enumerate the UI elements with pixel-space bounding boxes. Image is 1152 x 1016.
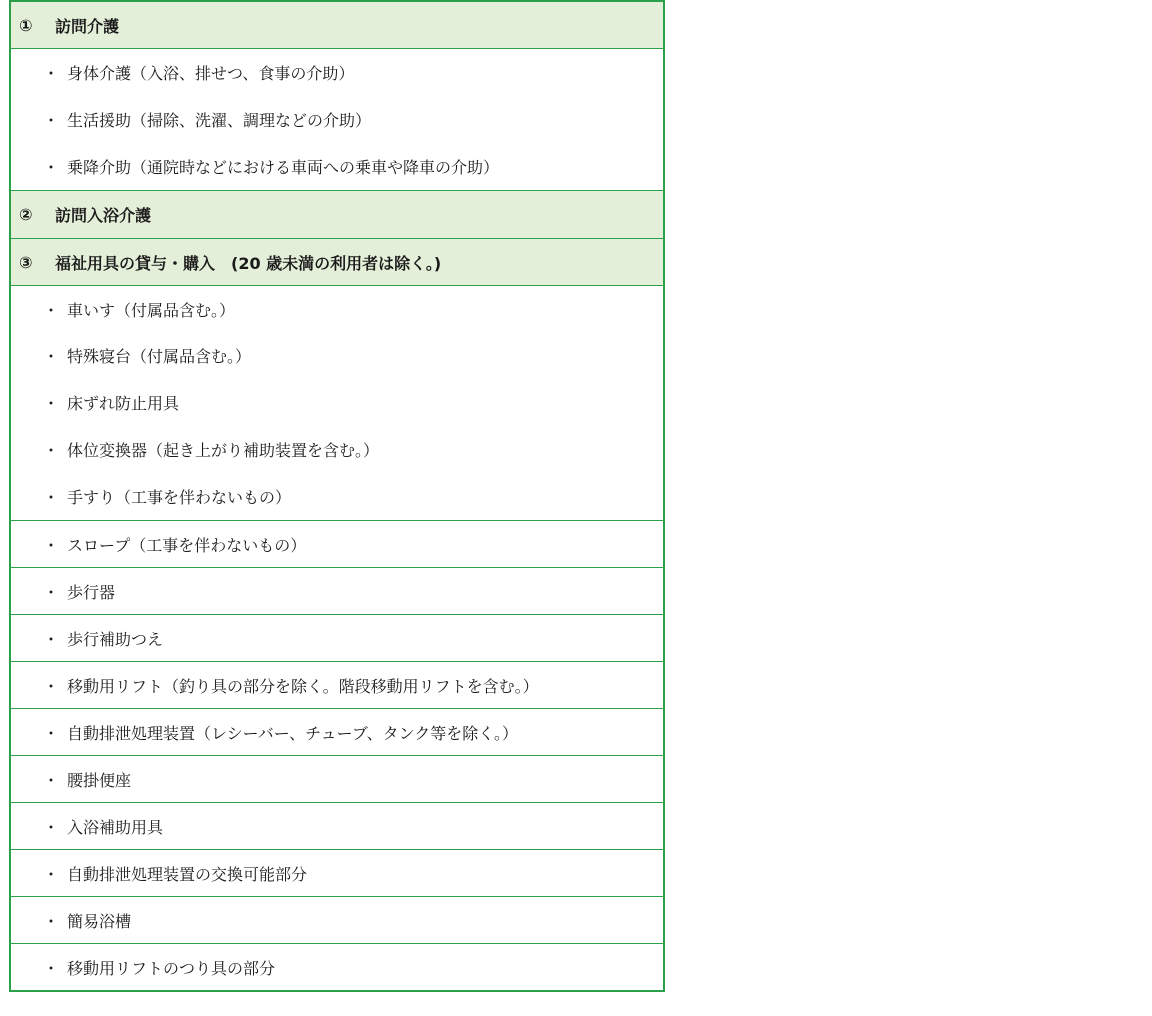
bullet: ・ xyxy=(43,300,60,320)
section-home-bathing xyxy=(11,190,663,238)
bullet: ・ xyxy=(43,64,60,83)
section-title: 福祉用具の貸与・購入 (20 歳未満の利用者は除く。) xyxy=(55,253,442,273)
item-text: 歩行器 xyxy=(67,582,116,602)
bullet: ・ xyxy=(43,158,60,177)
item-text: 自動排泄処理装置（レシーバー、チューブ、タンク等を除く。） xyxy=(67,723,518,743)
section-number: ① xyxy=(19,15,33,35)
item-text: 入浴補助用具 xyxy=(67,817,164,837)
item-text: 床ずれ防止用具 xyxy=(67,394,180,413)
item-text: 特殊寝台（付属品含む。） xyxy=(67,347,252,366)
item-text: 歩行補助つえ xyxy=(67,629,164,649)
bullet: ・ xyxy=(43,723,60,743)
list-item xyxy=(11,896,663,943)
item-text: 自動排泄処理装置の交換可能部分 xyxy=(67,864,308,884)
bullet: ・ xyxy=(43,111,60,130)
item-text: 移動用リフトのつり具の部分 xyxy=(67,958,276,978)
item-text: 移動用リフト（釣り具の部分を除く。階段移動用リフトを含む。） xyxy=(67,676,539,696)
item-text: 手すり（工事を伴わないもの） xyxy=(67,488,292,507)
list-item xyxy=(11,614,663,661)
list-item xyxy=(11,708,663,755)
list-item xyxy=(11,143,663,190)
bullet: ・ xyxy=(43,676,60,696)
section-title: 訪問入浴介護 xyxy=(55,206,152,225)
item-text: 簡易浴槽 xyxy=(67,911,132,931)
list-item xyxy=(11,332,663,379)
section-home-care xyxy=(11,2,663,190)
bullet: ・ xyxy=(43,535,60,555)
bullet: ・ xyxy=(43,770,60,790)
bullet: ・ xyxy=(43,394,60,413)
bullet: ・ xyxy=(43,582,60,602)
list-item xyxy=(11,379,663,426)
item-text: 乗降介助（通院時などにおける車両への乗車や降車の介助） xyxy=(67,158,500,177)
list-item xyxy=(11,661,663,708)
item-text: 車いす（付属品含む。） xyxy=(67,300,236,320)
list-item xyxy=(11,286,663,332)
item-text: 身体介護（入浴、排せつ、食事の介助） xyxy=(67,64,355,83)
bullet: ・ xyxy=(43,441,60,460)
section-header xyxy=(11,2,663,49)
list-item xyxy=(11,943,663,990)
list-item xyxy=(11,567,663,614)
item-text: スロープ（工事を伴わないもの） xyxy=(67,535,307,555)
service-table xyxy=(9,0,665,992)
section-title: 訪問介護 xyxy=(55,16,120,36)
section-number: ② xyxy=(19,205,33,224)
section-welfare-equipment xyxy=(11,238,663,990)
list-item xyxy=(11,520,663,567)
bullet: ・ xyxy=(43,347,60,366)
list-item xyxy=(11,473,663,520)
list-item xyxy=(11,426,663,473)
bullet: ・ xyxy=(43,488,60,507)
section-header xyxy=(11,239,663,286)
list-item xyxy=(11,49,663,96)
bullet: ・ xyxy=(43,864,60,884)
bullet: ・ xyxy=(43,958,60,978)
list-item xyxy=(11,96,663,143)
item-text: 体位変換器（起き上がり補助装置を含む。） xyxy=(67,441,380,460)
section-number: ③ xyxy=(19,252,33,272)
item-text: 生活援助（掃除、洗濯、調理などの介助） xyxy=(67,111,372,130)
list-item xyxy=(11,802,663,849)
bullet: ・ xyxy=(43,911,60,931)
bullet: ・ xyxy=(43,817,60,837)
list-item xyxy=(11,755,663,802)
list-item xyxy=(11,849,663,896)
section-header xyxy=(11,191,663,238)
bullet: ・ xyxy=(43,629,60,649)
item-text: 腰掛便座 xyxy=(67,770,132,790)
